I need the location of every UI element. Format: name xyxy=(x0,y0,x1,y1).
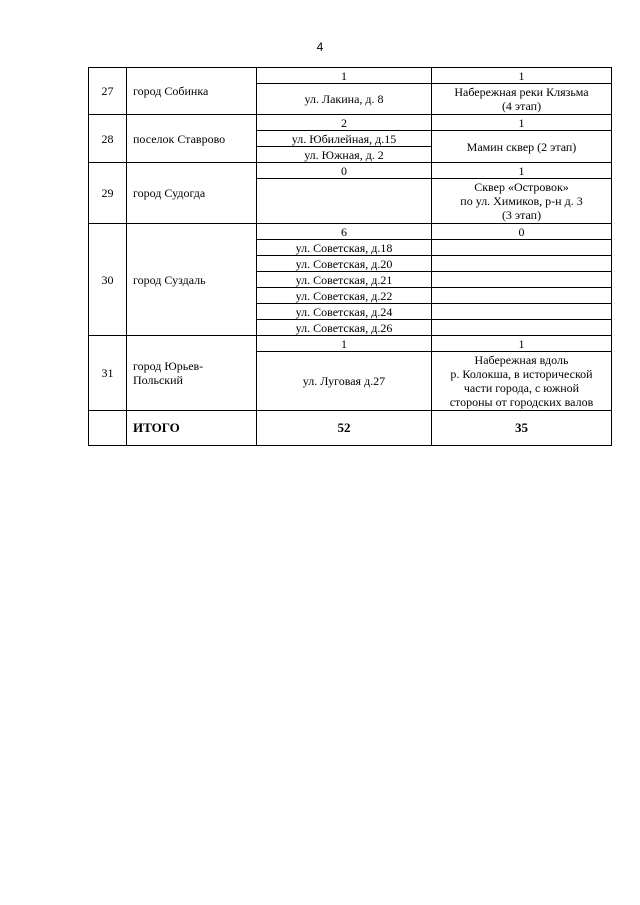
table-row xyxy=(89,68,612,84)
public-space-line: (3 этап) xyxy=(501,208,542,222)
count-public-spaces: 0 xyxy=(432,224,612,240)
public-space-name xyxy=(432,240,612,256)
settlement-name xyxy=(127,336,257,411)
settlement-name-line: Польский xyxy=(133,373,183,387)
settlement-name: поселок Ставрово xyxy=(127,115,257,163)
table-row xyxy=(89,163,612,179)
public-space-line: части города, с южной xyxy=(463,381,580,395)
yard-address: ул. Советская, д.21 xyxy=(257,272,432,288)
count-public-spaces: 1 xyxy=(432,115,612,131)
public-space-name xyxy=(432,272,612,288)
count-yards: 0 xyxy=(257,163,432,179)
count-yards: 1 xyxy=(257,336,432,352)
public-space-line: по ул. Химиков, р-н д. 3 xyxy=(460,194,583,208)
row-number: 29 xyxy=(89,163,127,224)
table-row xyxy=(89,224,612,240)
public-space-line: Набережная реки Клязьма xyxy=(454,85,589,99)
total-empty-cell xyxy=(89,411,127,446)
yard-address: ул. Советская, д.20 xyxy=(257,256,432,272)
public-space-name: Мамин сквер (2 этап) xyxy=(432,131,612,163)
page-number: 4 xyxy=(316,40,324,54)
count-yards: 2 xyxy=(257,115,432,131)
public-space-name xyxy=(432,179,612,224)
count-yards: 1 xyxy=(257,68,432,84)
public-space-name xyxy=(432,320,612,336)
settlement-name: город Суздаль xyxy=(127,224,257,336)
public-space-name xyxy=(432,256,612,272)
public-space-name xyxy=(432,304,612,320)
public-space-line: стороны от городских валов xyxy=(449,395,594,409)
count-public-spaces: 1 xyxy=(432,163,612,179)
total-count-yards: 52 xyxy=(257,411,432,446)
yard-address: ул. Советская, д.24 xyxy=(257,304,432,320)
improvement-objects-table xyxy=(88,67,612,446)
settlement-name-line: город Юрьев- xyxy=(133,359,204,373)
public-space-line: р. Колокша, в исторической xyxy=(450,367,593,381)
yard-address xyxy=(257,179,432,224)
total-row xyxy=(89,411,612,446)
yard-address: ул. Советская, д.22 xyxy=(257,288,432,304)
public-space-name xyxy=(432,352,612,411)
row-number: 30 xyxy=(89,224,127,336)
public-space-line: Набережная вдоль xyxy=(474,353,569,367)
settlement-name: город Судогда xyxy=(127,163,257,224)
yard-address: ул. Советская, д.26 xyxy=(257,320,432,336)
row-number: 31 xyxy=(89,336,127,411)
public-space-name xyxy=(432,84,612,115)
table-row xyxy=(89,336,612,352)
yard-address: ул. Юбилейная, д.15 xyxy=(257,131,432,147)
yard-address: ул. Луговая д.27 xyxy=(257,352,432,411)
yard-address: ул. Советская, д.18 xyxy=(257,240,432,256)
count-yards: 6 xyxy=(257,224,432,240)
total-label: ИТОГО xyxy=(127,411,257,446)
yard-address: ул. Лакина, д. 8 xyxy=(257,84,432,115)
table-row xyxy=(89,115,612,131)
settlement-name: город Собинка xyxy=(127,68,257,115)
yard-address: ул. Южная, д. 2 xyxy=(257,147,432,163)
public-space-name xyxy=(432,288,612,304)
total-count-public-spaces: 35 xyxy=(432,411,612,446)
count-public-spaces: 1 xyxy=(432,336,612,352)
count-public-spaces: 1 xyxy=(432,68,612,84)
row-number: 27 xyxy=(89,68,127,115)
public-space-line: Сквер «Островок» xyxy=(474,180,569,194)
row-number: 28 xyxy=(89,115,127,163)
public-space-line: (4 этап) xyxy=(501,99,542,113)
